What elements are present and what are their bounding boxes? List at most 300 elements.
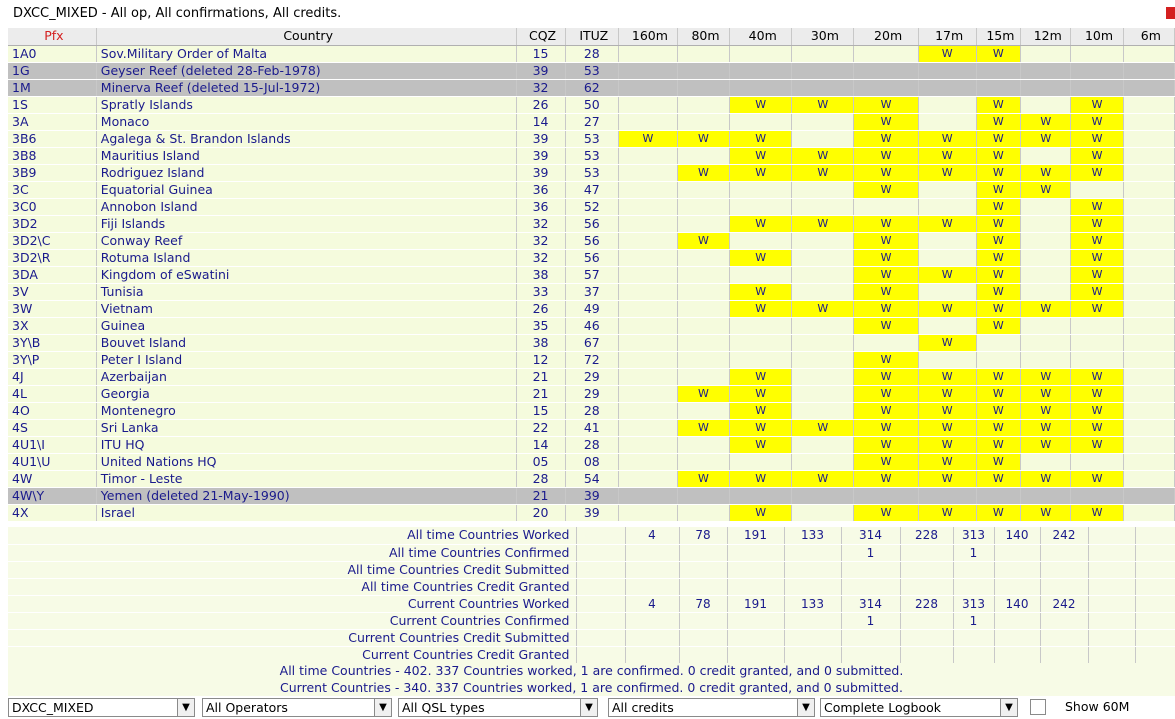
ituz-cell: 29 <box>565 368 618 385</box>
band-cell <box>918 181 976 198</box>
prefix-cell: 1S <box>8 96 96 113</box>
band-cell: W <box>730 283 792 300</box>
award-select-value: DXCC_MIXED <box>12 700 94 715</box>
ituz-cell: 50 <box>565 96 618 113</box>
column-header-17m[interactable]: 17m <box>918 28 976 45</box>
band-cell <box>792 351 854 368</box>
chevron-down-icon[interactable]: ▼ <box>797 699 814 716</box>
table-row[interactable] <box>8 470 1175 487</box>
qsl-types-select-value: All QSL types <box>402 700 485 715</box>
summary-value <box>1088 578 1135 595</box>
summary-value <box>841 629 900 646</box>
table-row[interactable] <box>8 334 1175 351</box>
prefix-cell: 1M <box>8 79 96 96</box>
summary-tail <box>1135 544 1175 561</box>
band-cell: W <box>976 317 1021 334</box>
band-cell: W <box>854 147 918 164</box>
band-cell <box>618 266 677 283</box>
table-row[interactable] <box>8 113 1175 130</box>
band-cell <box>918 487 976 504</box>
summary-value <box>953 578 994 595</box>
prefix-cell: 3X <box>8 317 96 334</box>
band-cell <box>792 45 854 62</box>
band-cell <box>730 317 792 334</box>
cqz-cell: 39 <box>516 130 565 147</box>
summary-value <box>900 578 953 595</box>
summary-tail <box>1135 527 1175 544</box>
summary-value: 4 <box>625 527 679 544</box>
band-cell <box>730 79 792 96</box>
band-cell <box>677 249 729 266</box>
band-cell <box>1123 300 1174 317</box>
summary-value <box>994 544 1040 561</box>
summary-value <box>784 561 841 578</box>
table-row[interactable] <box>8 317 1175 334</box>
summary-value <box>679 544 727 561</box>
column-header-40m[interactable]: 40m <box>730 28 792 45</box>
column-header-country[interactable]: Country <box>96 28 516 45</box>
band-cell <box>1123 419 1174 436</box>
table-row[interactable] <box>8 453 1175 470</box>
country-cell: Azerbaijan <box>96 368 516 385</box>
prefix-cell: 4U1\I <box>8 436 96 453</box>
band-cell: W <box>976 402 1021 419</box>
band-cell <box>618 96 677 113</box>
band-cell <box>1021 147 1071 164</box>
band-cell <box>1071 351 1123 368</box>
prefix-cell: 3DA <box>8 266 96 283</box>
column-header-20m[interactable]: 20m <box>854 28 918 45</box>
band-cell <box>918 351 976 368</box>
summary-value <box>953 629 994 646</box>
prefix-cell: 3D2\C <box>8 232 96 249</box>
band-cell: W <box>730 385 792 402</box>
summary-value: 78 <box>679 527 727 544</box>
summary-tail <box>1135 578 1175 595</box>
summary-value <box>625 646 679 663</box>
band-cell <box>792 283 854 300</box>
band-cell <box>918 283 976 300</box>
cqz-cell: 21 <box>516 487 565 504</box>
band-cell: W <box>854 385 918 402</box>
band-cell <box>1123 368 1174 385</box>
summary-row <box>8 612 1175 629</box>
band-cell <box>618 334 677 351</box>
band-cell <box>618 62 677 79</box>
chevron-down-icon[interactable]: ▼ <box>374 699 391 716</box>
band-cell <box>792 249 854 266</box>
band-cell <box>792 368 854 385</box>
summary-value: 314 <box>841 527 900 544</box>
summary-value <box>727 629 784 646</box>
table-row[interactable] <box>8 198 1175 215</box>
band-cell: W <box>677 419 729 436</box>
summary-value <box>900 612 953 629</box>
band-cell: W <box>1021 113 1071 130</box>
summary-value: 1 <box>841 544 900 561</box>
band-cell: W <box>854 283 918 300</box>
band-cell <box>677 45 729 62</box>
country-cell: Sri Lanka <box>96 419 516 436</box>
band-cell <box>1123 198 1174 215</box>
band-cell: W <box>854 368 918 385</box>
table-row[interactable] <box>8 45 1175 62</box>
cqz-cell: 21 <box>516 385 565 402</box>
table-row[interactable] <box>8 385 1175 402</box>
band-cell: W <box>1021 130 1071 147</box>
table-row[interactable] <box>8 487 1175 504</box>
ituz-cell: 28 <box>565 45 618 62</box>
band-cell: W <box>854 130 918 147</box>
band-cell: W <box>976 283 1021 300</box>
cqz-cell: 14 <box>516 113 565 130</box>
summary-value: 242 <box>1040 595 1088 612</box>
band-cell <box>730 62 792 79</box>
table-row[interactable] <box>8 147 1175 164</box>
cqz-cell: 05 <box>516 453 565 470</box>
ituz-cell: 67 <box>565 334 618 351</box>
grid-header <box>8 28 1175 45</box>
country-cell: Conway Reef <box>96 232 516 249</box>
table-row[interactable] <box>8 266 1175 283</box>
credits-select[interactable] <box>608 698 815 717</box>
band-cell <box>618 419 677 436</box>
band-cell <box>854 198 918 215</box>
band-cell: W <box>792 419 854 436</box>
band-cell: W <box>1021 368 1071 385</box>
band-cell <box>976 487 1021 504</box>
band-cell <box>730 232 792 249</box>
summary-row <box>8 629 1175 646</box>
band-cell: W <box>1071 164 1123 181</box>
band-cell <box>677 334 729 351</box>
table-row[interactable] <box>8 96 1175 113</box>
table-row[interactable] <box>8 249 1175 266</box>
table-row[interactable] <box>8 164 1175 181</box>
band-cell: W <box>918 419 976 436</box>
prefix-cell: 1G <box>8 62 96 79</box>
band-cell <box>1123 215 1174 232</box>
prefix-cell: 3W <box>8 300 96 317</box>
qsl-types-select[interactable] <box>398 698 598 717</box>
column-header-12m[interactable]: 12m <box>1021 28 1071 45</box>
band-cell <box>730 453 792 470</box>
band-cell: W <box>854 402 918 419</box>
table-row[interactable] <box>8 130 1175 147</box>
band-cell <box>792 487 854 504</box>
chevron-down-icon[interactable]: ▼ <box>580 699 597 716</box>
column-header-6m[interactable]: 6m <box>1123 28 1174 45</box>
band-cell <box>1021 232 1071 249</box>
table-row[interactable] <box>8 181 1175 198</box>
column-header-10m[interactable]: 10m <box>1071 28 1123 45</box>
ituz-cell: 08 <box>565 453 618 470</box>
band-cell <box>730 351 792 368</box>
band-cell: W <box>854 300 918 317</box>
column-header-pfx[interactable]: Pfx <box>8 28 96 45</box>
summary-value <box>953 646 994 663</box>
band-cell <box>618 317 677 334</box>
band-cell: W <box>976 453 1021 470</box>
ituz-cell: 53 <box>565 147 618 164</box>
summary-value <box>727 561 784 578</box>
band-cell <box>792 79 854 96</box>
table-row[interactable] <box>8 402 1175 419</box>
band-cell <box>918 249 976 266</box>
ituz-cell: 49 <box>565 300 618 317</box>
band-cell: W <box>918 45 976 62</box>
summary-value <box>1088 646 1135 663</box>
band-cell <box>677 181 729 198</box>
close-marker-icon[interactable] <box>1166 7 1175 19</box>
summary-spacer <box>576 612 625 629</box>
column-header-cqz[interactable]: CQZ <box>516 28 565 45</box>
band-cell: W <box>1071 215 1123 232</box>
band-cell <box>677 96 729 113</box>
chevron-down-icon[interactable]: ▼ <box>1000 699 1017 716</box>
show-60m-checkbox[interactable] <box>1030 699 1046 715</box>
summary-value <box>625 561 679 578</box>
column-header-ituz[interactable]: ITUZ <box>565 28 618 45</box>
country-cell: Vietnam <box>96 300 516 317</box>
summary-value <box>900 646 953 663</box>
table-row[interactable] <box>8 504 1175 521</box>
band-cell <box>976 79 1021 96</box>
summary-value: 313 <box>953 595 994 612</box>
band-cell <box>854 45 918 62</box>
country-cell: Minerva Reef (deleted 15-Jul-1972) <box>96 79 516 96</box>
band-cell <box>1071 79 1123 96</box>
table-row[interactable] <box>8 232 1175 249</box>
band-cell <box>677 487 729 504</box>
prefix-cell: 3B8 <box>8 147 96 164</box>
band-cell: W <box>918 147 976 164</box>
summary-value <box>994 646 1040 663</box>
credits-select-value: All credits <box>612 700 674 715</box>
band-cell <box>730 45 792 62</box>
summary-tail <box>1135 612 1175 629</box>
cqz-cell: 26 <box>516 300 565 317</box>
column-header-15m[interactable]: 15m <box>976 28 1021 45</box>
band-cell: W <box>1071 113 1123 130</box>
band-cell: W <box>976 113 1021 130</box>
ituz-cell: 39 <box>565 487 618 504</box>
band-cell <box>1123 249 1174 266</box>
logbook-select[interactable] <box>820 698 1018 717</box>
band-cell <box>1123 113 1174 130</box>
country-cell: Kingdom of eSwatini <box>96 266 516 283</box>
band-cell: W <box>854 317 918 334</box>
band-cell <box>677 266 729 283</box>
summary-value: 133 <box>784 595 841 612</box>
band-cell: W <box>730 470 792 487</box>
band-cell: W <box>854 436 918 453</box>
band-cell <box>618 385 677 402</box>
band-cell: W <box>976 300 1021 317</box>
band-cell <box>730 181 792 198</box>
summary-value: 133 <box>784 527 841 544</box>
summary-value <box>994 629 1040 646</box>
summary-value <box>679 561 727 578</box>
band-cell <box>618 147 677 164</box>
band-cell: W <box>918 385 976 402</box>
summary-label: Current Countries Worked <box>8 595 576 612</box>
column-header-80m[interactable]: 80m <box>677 28 729 45</box>
band-cell <box>677 453 729 470</box>
band-cell: W <box>918 368 976 385</box>
table-row[interactable] <box>8 62 1175 79</box>
band-cell <box>1071 62 1123 79</box>
band-cell: W <box>854 215 918 232</box>
country-cell: United Nations HQ <box>96 453 516 470</box>
band-cell <box>918 96 976 113</box>
band-cell <box>792 198 854 215</box>
band-cell: W <box>730 215 792 232</box>
current-totals: Current Countries - 340. 337 Countries worked, 1 are confirmed. 0 credit granted, and 0 submitted. <box>8 680 1175 697</box>
band-cell <box>854 334 918 351</box>
band-cell: W <box>1071 130 1123 147</box>
table-row[interactable] <box>8 351 1175 368</box>
band-cell <box>1123 317 1174 334</box>
band-cell <box>1123 487 1174 504</box>
ituz-cell: 62 <box>565 79 618 96</box>
band-cell <box>1021 317 1071 334</box>
band-cell: W <box>677 232 729 249</box>
table-row[interactable] <box>8 419 1175 436</box>
band-cell: W <box>854 96 918 113</box>
band-cell: W <box>1071 198 1123 215</box>
band-cell: W <box>792 164 854 181</box>
country-cell: Georgia <box>96 385 516 402</box>
band-cell <box>618 283 677 300</box>
operators-select[interactable] <box>202 698 392 717</box>
band-cell: W <box>976 266 1021 283</box>
column-header-160m[interactable]: 160m <box>618 28 677 45</box>
country-cell: Geyser Reef (deleted 28-Feb-1978) <box>96 62 516 79</box>
table-row[interactable] <box>8 283 1175 300</box>
table-row[interactable] <box>8 300 1175 317</box>
summary-value <box>1088 612 1135 629</box>
summary-spacer <box>576 561 625 578</box>
summary-value <box>784 578 841 595</box>
cqz-cell: 32 <box>516 215 565 232</box>
band-cell <box>1123 79 1174 96</box>
country-cell: ITU HQ <box>96 436 516 453</box>
summary-value <box>953 561 994 578</box>
ituz-cell: 53 <box>565 62 618 79</box>
column-header-30m[interactable]: 30m <box>792 28 854 45</box>
summary-spacer <box>576 629 625 646</box>
band-cell <box>618 453 677 470</box>
ituz-cell: 53 <box>565 164 618 181</box>
cqz-cell: 22 <box>516 419 565 436</box>
cqz-cell: 21 <box>516 368 565 385</box>
band-cell <box>1123 181 1174 198</box>
band-cell <box>1071 317 1123 334</box>
ituz-cell: 29 <box>565 385 618 402</box>
prefix-cell: 3Y\B <box>8 334 96 351</box>
award-select[interactable] <box>8 698 195 717</box>
prefix-cell: 1A0 <box>8 45 96 62</box>
band-cell <box>730 113 792 130</box>
band-cell <box>1021 249 1071 266</box>
band-cell: W <box>854 504 918 521</box>
band-cell: W <box>1071 402 1123 419</box>
prefix-cell: 3B6 <box>8 130 96 147</box>
cqz-cell: 32 <box>516 249 565 266</box>
band-cell <box>677 368 729 385</box>
band-cell <box>792 453 854 470</box>
table-row[interactable] <box>8 79 1175 96</box>
band-cell: W <box>1021 504 1071 521</box>
table-row[interactable] <box>8 368 1175 385</box>
cqz-cell: 15 <box>516 402 565 419</box>
band-cell <box>1071 45 1123 62</box>
band-cell <box>918 62 976 79</box>
cqz-cell: 26 <box>516 96 565 113</box>
summary-value <box>1088 527 1135 544</box>
band-cell <box>1021 62 1071 79</box>
band-cell: W <box>976 147 1021 164</box>
country-cell: Agalega & St. Brandon Islands <box>96 130 516 147</box>
ituz-cell: 54 <box>565 470 618 487</box>
band-cell <box>792 62 854 79</box>
table-row[interactable] <box>8 215 1175 232</box>
operators-select-value: All Operators <box>206 700 288 715</box>
summary-value: 78 <box>679 595 727 612</box>
band-cell <box>730 266 792 283</box>
prefix-cell: 3C <box>8 181 96 198</box>
summary-value <box>1088 544 1135 561</box>
band-cell: W <box>677 385 729 402</box>
prefix-cell: 4S <box>8 419 96 436</box>
summary-spacer <box>576 595 625 612</box>
band-cell <box>1071 487 1123 504</box>
summary-value <box>679 629 727 646</box>
chevron-down-icon[interactable]: ▼ <box>177 699 194 716</box>
band-cell: W <box>976 368 1021 385</box>
band-cell: W <box>1071 232 1123 249</box>
band-cell <box>1021 215 1071 232</box>
prefix-cell: 3Y\P <box>8 351 96 368</box>
summary-value <box>1088 561 1135 578</box>
band-cell <box>1123 470 1174 487</box>
band-cell <box>1021 45 1071 62</box>
band-cell <box>792 266 854 283</box>
band-cell <box>1123 504 1174 521</box>
band-cell <box>618 436 677 453</box>
band-cell: W <box>1021 181 1071 198</box>
band-cell: W <box>918 215 976 232</box>
band-cell: W <box>854 351 918 368</box>
band-cell <box>1071 181 1123 198</box>
band-cell: W <box>976 504 1021 521</box>
cqz-cell: 32 <box>516 79 565 96</box>
band-cell <box>677 317 729 334</box>
cqz-cell: 33 <box>516 283 565 300</box>
band-cell: W <box>730 249 792 266</box>
summary-value <box>727 578 784 595</box>
band-cell <box>854 79 918 96</box>
band-cell: W <box>976 232 1021 249</box>
table-row[interactable] <box>8 436 1175 453</box>
window-title-bar <box>0 0 1175 28</box>
summary-value <box>784 612 841 629</box>
band-cell: W <box>1021 470 1071 487</box>
band-cell: W <box>730 402 792 419</box>
band-cell <box>792 504 854 521</box>
logbook-select-value: Complete Logbook <box>824 700 942 715</box>
